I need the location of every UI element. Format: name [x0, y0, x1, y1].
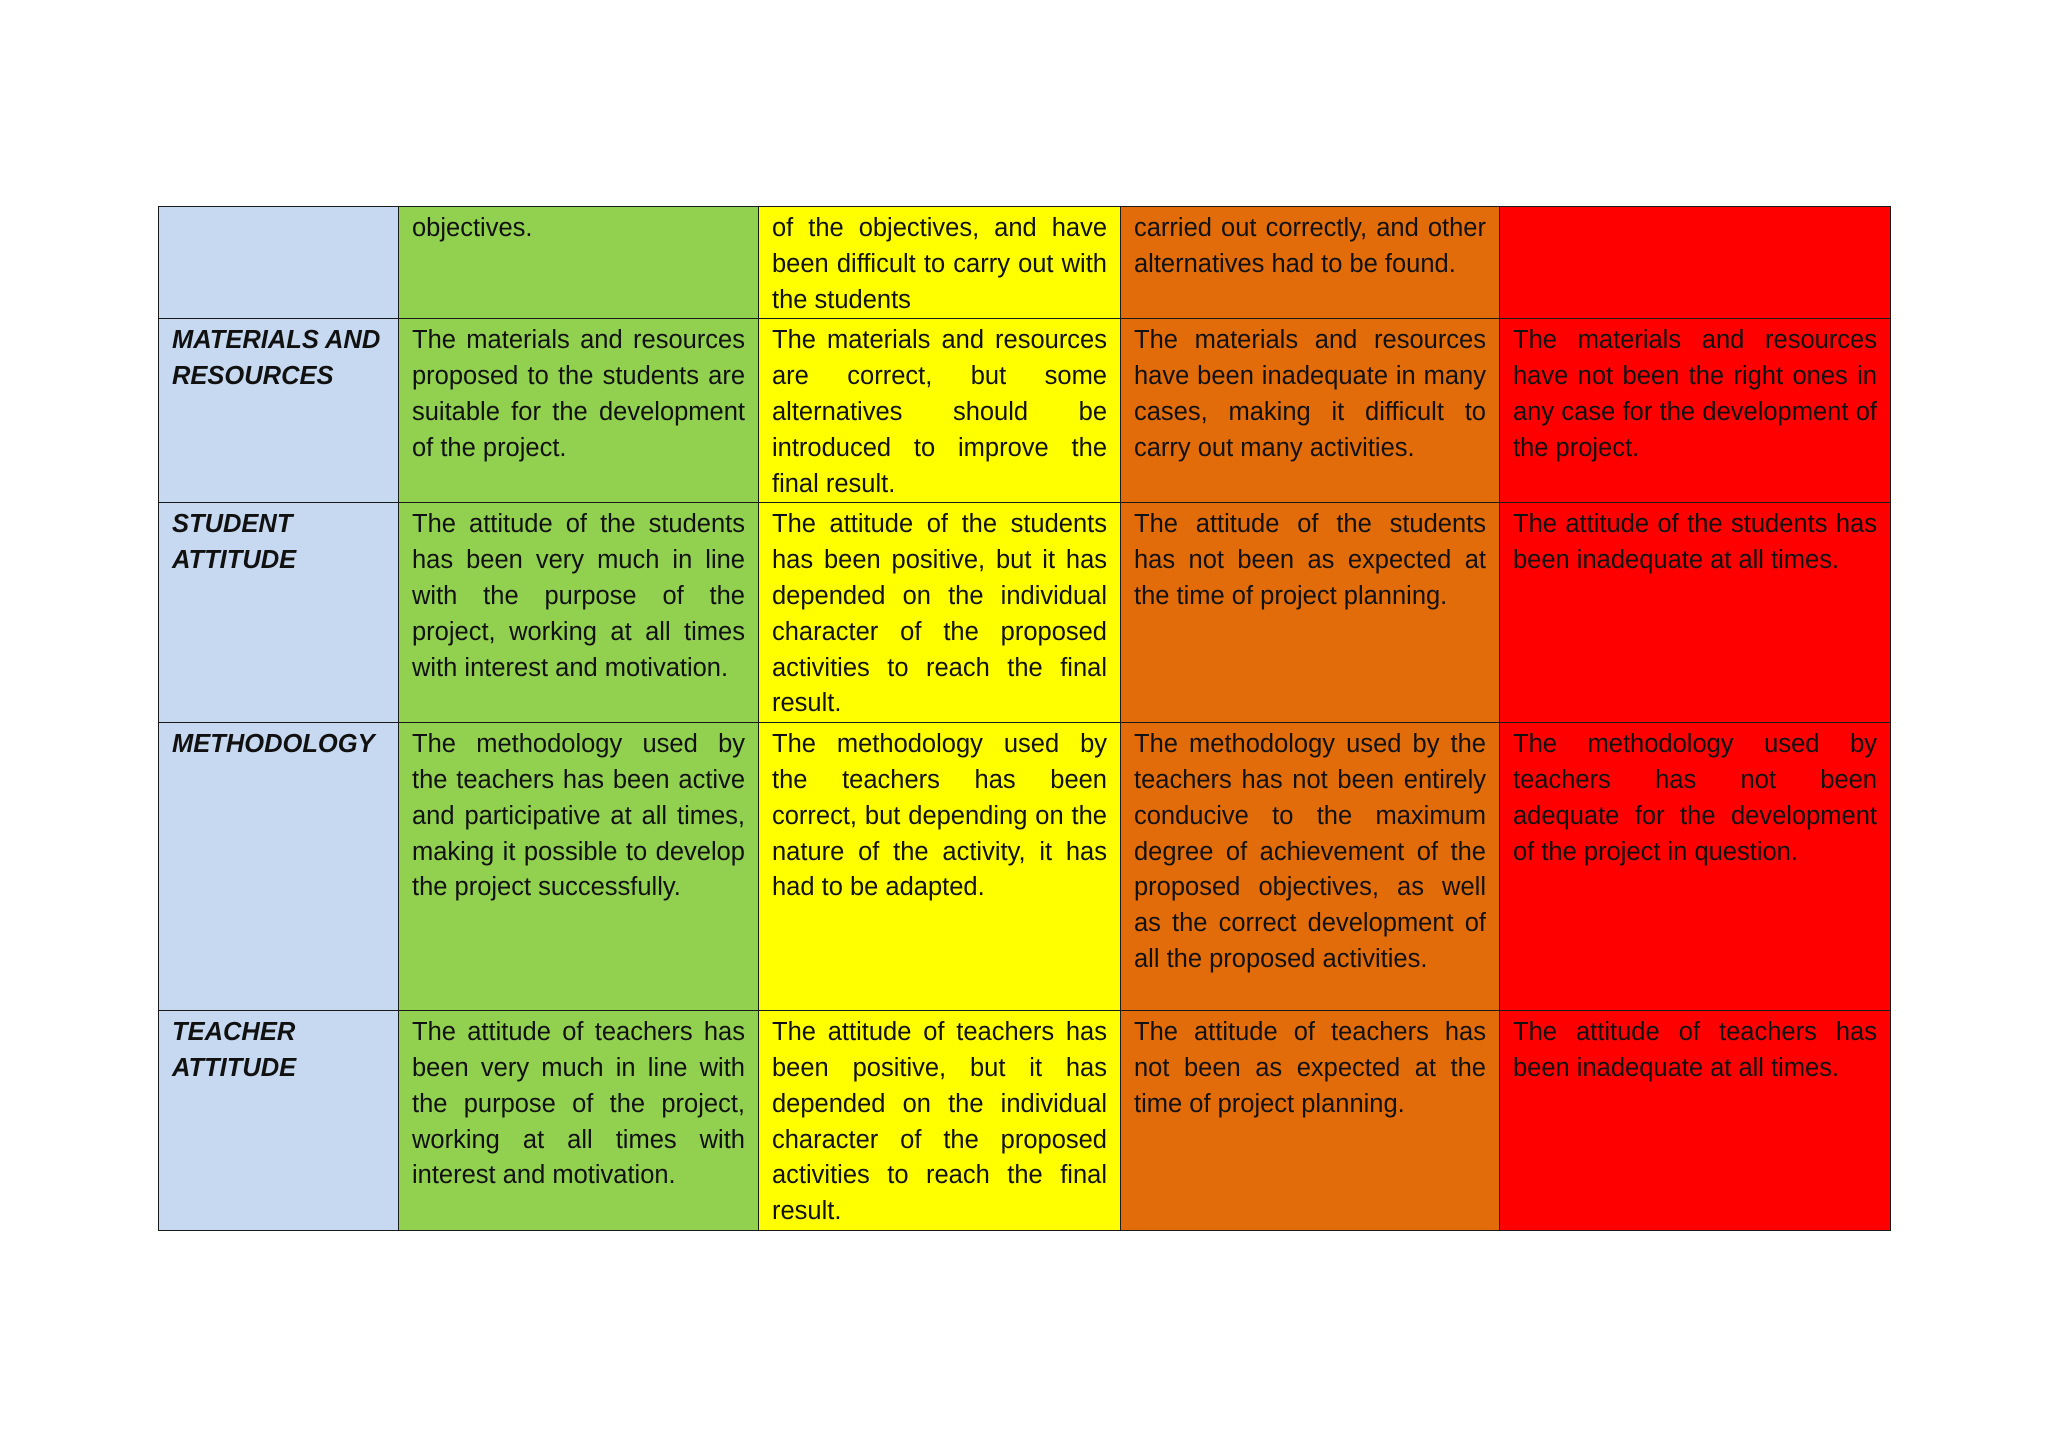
level-1-cell: [399, 207, 759, 319]
level-1-cell: [399, 1011, 759, 1231]
level-2-text: of the objectives, and have been difficult to carry out with the students: [772, 214, 1107, 314]
level-3-cell: [1121, 1011, 1500, 1231]
criterion-cell: [159, 1011, 399, 1231]
level-2-text: The methodology used by the teachers has been correct, but depending on the nature of the activity, it has had to be adapted.: [772, 730, 1107, 902]
level-1-cell: [399, 503, 759, 723]
level-1-cell: [399, 723, 759, 1011]
level-3-cell: [1121, 207, 1500, 319]
level-2-cell: [759, 723, 1121, 1011]
evaluation-rubric-table: [158, 206, 1891, 1231]
table-row: [159, 1011, 1891, 1231]
level-3-cell: [1121, 319, 1500, 503]
level-4-cell: [1500, 207, 1891, 319]
criterion-cell: [159, 207, 399, 319]
criterion-cell: [159, 503, 399, 723]
level-4-text: The methodology used by teachers has not been adequate for the development of the project in question.: [1513, 730, 1877, 866]
level-1-text: The methodology used by the teachers has been active and participative at all times, making it possible to develop the project successfully.: [412, 730, 745, 902]
criterion-label: TEACHER ATTITUDE: [172, 1018, 297, 1082]
level-1-text: The attitude of teachers has been very much in line with the purpose of the project, working at all times with interest and motivation.: [412, 1018, 745, 1190]
level-2-cell: [759, 503, 1121, 723]
criterion-cell: [159, 723, 399, 1011]
level-2-cell: [759, 1011, 1121, 1231]
level-3-text: The attitude of teachers has not been as expected at the time of project planning.: [1134, 1018, 1486, 1118]
level-1-text: The materials and resources proposed to the students are suitable for the development of the project.: [412, 326, 745, 462]
level-4-text: The attitude of the students has been inadequate at all times.: [1513, 510, 1877, 575]
level-3-text: The materials and resources have been inadequate in many cases, making it difficult to carry out many activities.: [1134, 326, 1486, 462]
table-row: [159, 207, 1891, 319]
table-row: [159, 319, 1891, 503]
level-3-text: The methodology used by the teachers has not been entirely conducive to the maximum degree of achievement of the proposed objectives, as well as the correct development of all the proposed activities.: [1134, 730, 1486, 973]
criterion-cell: [159, 319, 399, 503]
level-3-text: carried out correctly, and other alternatives had to be found.: [1134, 214, 1486, 278]
level-4-cell: [1500, 503, 1891, 723]
level-2-cell: [759, 319, 1121, 503]
level-1-cell: [399, 319, 759, 503]
level-2-text: The attitude of teachers has been positive, but it has depended on the individual character of the proposed activities to reach the final result.: [772, 1018, 1107, 1226]
level-4-cell: [1500, 319, 1891, 503]
level-4-text: The attitude of teachers has been inadequate at all times.: [1513, 1018, 1877, 1082]
criterion-label: METHODOLOGY: [172, 730, 375, 759]
level-4-cell: [1500, 1011, 1891, 1231]
criterion-label: STUDENT ATTITUDE: [172, 510, 297, 575]
criterion-label: MATERIALS AND RESOURCES: [172, 326, 381, 391]
level-4-cell: [1500, 723, 1891, 1011]
level-3-cell: [1121, 503, 1500, 723]
level-1-text: objectives.: [412, 214, 533, 242]
level-2-cell: [759, 207, 1121, 319]
level-2-text: The materials and resources are correct, but some alternatives should be introduced to improve the final result.: [772, 326, 1107, 498]
level-2-text: The attitude of the students has been positive, but it has depended on the individual character of the proposed activities to reach the final result.: [772, 510, 1107, 718]
table-row: [159, 723, 1891, 1011]
level-3-text: The attitude of the students has not been as expected at the time of project planning.: [1134, 510, 1486, 610]
table-row: [159, 503, 1891, 723]
level-4-text: The materials and resources have not been the right ones in any case for the development of the project.: [1513, 326, 1877, 462]
level-1-text: The attitude of the students has been very much in line with the purpose of the project, working at all times with interest and motivation.: [412, 510, 745, 682]
level-3-cell: [1121, 723, 1500, 1011]
